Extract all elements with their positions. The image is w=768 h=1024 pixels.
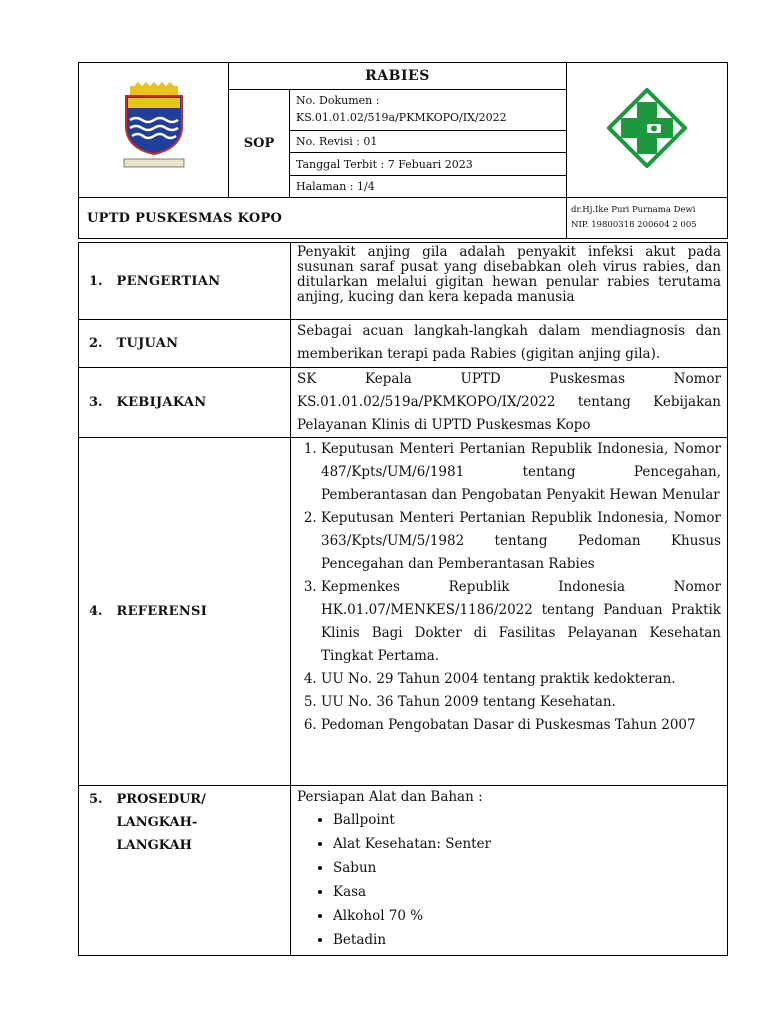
revision-row: No. Revisi : 01 (290, 131, 567, 153)
document-title: RABIES (229, 63, 567, 90)
organization-name (79, 198, 283, 239)
material-item: • Betadin (333, 928, 721, 952)
section-5-label-line3: LANGKAH (116, 838, 192, 853)
city-crest-icon (116, 82, 192, 174)
section-3-label: KEBIJAKAN (117, 368, 291, 438)
section-4-number: 4. (79, 438, 117, 786)
sop-document (78, 62, 727, 956)
reference-item: 6. Pedoman Pengobatan Dasar di Puskesmas Tahun 2007 (321, 714, 721, 737)
reference-item: 2. Keputusan Menteri Pertanian Republik Indonesia, Nomor 363/Kpts/UM/5/1982 tentang Pedoman Khusus Pencegahan dan Pemberantasan Rabies (321, 507, 721, 576)
section-2-number: 2. (79, 320, 117, 368)
reference-item: 5. UU No. 36 Tahun 2009 tentang Kesehatan. (321, 691, 721, 714)
section-1-text: Penyakit anjing gila adalah penyakit infeksi akut pada susunan saraf pusat yang disebabkan oleh virus rabies, dan ditularkan melalui gigitan hewan penular rabies terutama anjing, kucing dan kera kepada manusia (291, 243, 728, 320)
procedure-cell (291, 786, 728, 956)
sop-label: SOP (229, 90, 290, 198)
puskesmas-logo-icon (607, 88, 687, 168)
signatory-block (567, 198, 728, 239)
references-list (291, 438, 721, 737)
doc-number-cell (290, 90, 567, 131)
sop-header-table (78, 62, 728, 239)
material-item: • Sabun (333, 856, 721, 880)
section-5-label-line1: PROSEDUR/ (116, 792, 206, 807)
signatory-nip: NIP. 19800318 200604 2 005 (571, 220, 697, 230)
section-2-text: Sebagai acuan langkah-langkah dalam mendiagnosis dan memberikan terapi pada Rabies (gigitan anjing gila). (291, 320, 728, 368)
doc-number-value: KS.01.01.02/519a/PKMKOPO/IX/2022 (296, 111, 507, 124)
section-5-label (117, 786, 291, 956)
page-row: Halaman : 1/4 (290, 176, 567, 198)
section-1-number: 1. (79, 243, 117, 320)
section-5-label-line2: LANGKAH- (116, 815, 198, 830)
sop-body-table (78, 242, 728, 956)
city-crest-cell (79, 63, 229, 198)
section-5-number: 5. (79, 786, 117, 956)
references-cell (291, 438, 728, 786)
material-item: • Alat Kesehatan: Senter (333, 832, 721, 856)
materials-list (297, 808, 721, 952)
signatory-name: dr.Hj.Ike Puri Purnama Dewi (571, 205, 696, 215)
material-item: • Ballpoint (333, 808, 721, 832)
reference-item: 3. Kepmenkes Republik Indonesia Nomor HK.01.07/MENKES/1186/2022 tentang Panduan Praktik Klinis Bagi Dokter di Fasilitas Pelayanan Kesehatan Tingkat Pertama. (321, 576, 721, 668)
section-1-label: PENGERTIAN (117, 243, 291, 320)
section-3-number: 3. (79, 368, 117, 438)
section-2-label: TUJUAN (117, 320, 291, 368)
material-item: • Alkohol 70 % (333, 904, 721, 928)
puskesmas-logo-cell (567, 63, 728, 198)
procedure-intro: Persiapan Alat dan Bahan : (297, 789, 483, 805)
section-3-text: SK Kepala UPTD Puskesmas Nomor KS.01.01.02/519a/PKMKOPO/IX/2022 tentang Kebijakan Pelayanan Klinis di UPTD Puskesmas Kopo (291, 368, 728, 438)
reference-item: 1. Keputusan Menteri Pertanian Republik Indonesia, Nomor 487/Kpts/UM/6/1981 tentang Pencegahan, Pemberantasan dan Pengobatan Penyakit Hewan Menular (321, 438, 721, 507)
doc-number-label: No. Dokumen : (296, 94, 380, 107)
material-item: • Kasa (333, 880, 721, 904)
section-4-label: REFERENSI (117, 438, 291, 786)
issue-date-row: Tanggal Terbit : 7 Febuari 2023 (290, 153, 567, 176)
reference-item: 4. UU No. 29 Tahun 2004 tentang praktik kedokteran. (321, 668, 721, 691)
organization-label: UPTD PUSKESMAS KOPO (87, 210, 283, 226)
